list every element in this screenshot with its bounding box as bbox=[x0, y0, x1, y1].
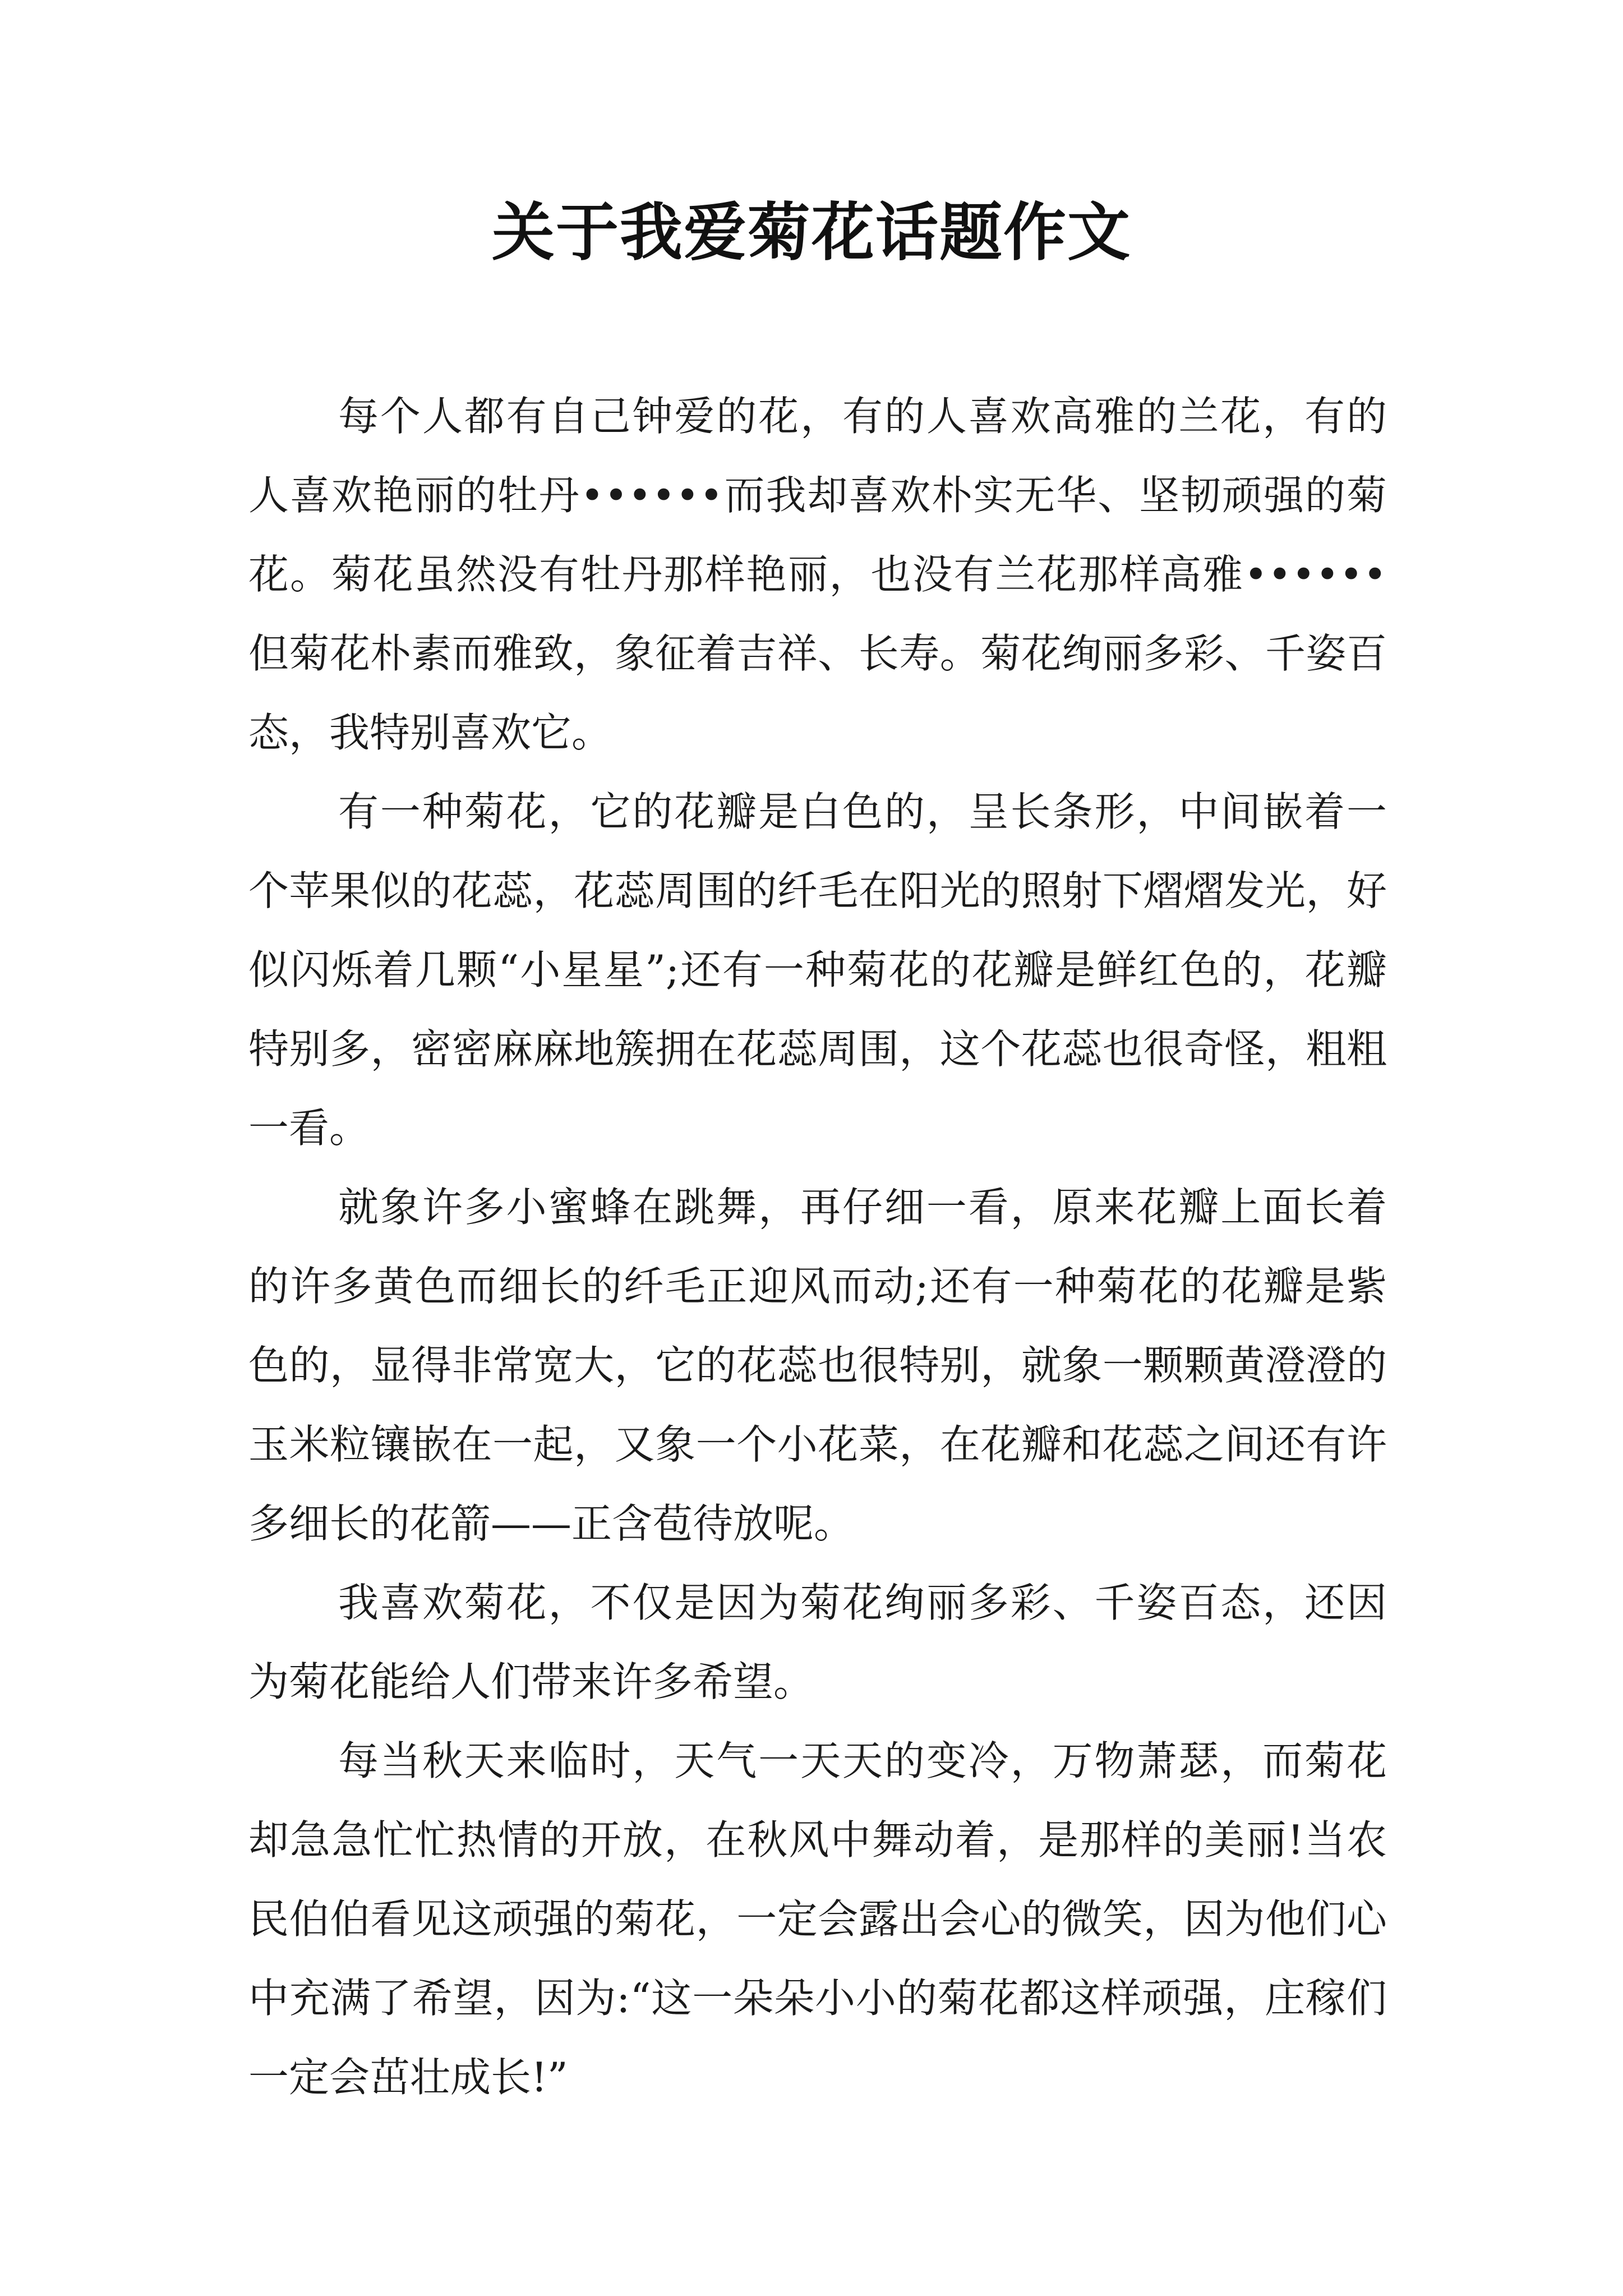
paragraph-5: 每当秋天来临时，天气一天天的变冷，万物萧瑟，而菊花却急急忙忙热情的开放，在秋风中舞动着，是那样的美丽!当农民伯伯看见这顽强的菊花，一定会露出会心的微笑，因为他们心中充满了希望，因为:“这一朵朵小小的菊花都这样顽强，庄稼们一定会茁壮成长!” bbox=[248, 1737, 1387, 2101]
document-body bbox=[248, 377, 1387, 2117]
paragraph-4: 我喜欢菊花，不仅是因为菊花绚丽多彩、千姿百态，还因为菊花能给人们带来许多希望。 bbox=[248, 1579, 1387, 1705]
document-title: 关于我爱菊花话题作文 bbox=[492, 196, 1131, 269]
paragraph-3: 就象许多小蜜蜂在跳舞，再仔细一看，原来花瓣上面长着的许多黄色而细长的纤毛正迎风而动;还有一种菊花的花瓣是紫色的，显得非常宽大，它的花蕊也很特别，就象一颗颗黄澄澄的玉米粒镶嵌在一起，又象一个小花菜，在花瓣和花蕊之间还有许多细长的花箭——正含苞待放呢。 bbox=[248, 1184, 1387, 1547]
paragraph-2: 有一种菊花，它的花瓣是白色的，呈长条形，中间嵌着一个苹果似的花蕊，花蕊周围的纤毛在阳光的照射下熠熠发光，好似闪烁着几颗“小星星”;还有一种菊花的花瓣是鲜红色的，花瓣特别多，密密麻麻地簇拥在花蕊周围，这个花蕊也很奇怪，粗粗一看。 bbox=[248, 788, 1387, 1152]
paragraph-1: 每个人都有自己钟爱的花，有的人喜欢高雅的兰花，有的人喜欢艳丽的牡丹••••••而我却喜欢朴实无华、坚韧顽强的菊花。菊花虽然没有牡丹那样艳丽，也没有兰花那样高雅••••••但菊花朴素而雅致，象征着吉祥、长寿。菊花绚丽多彩、千姿百态，我特别喜欢它。 bbox=[248, 393, 1387, 756]
